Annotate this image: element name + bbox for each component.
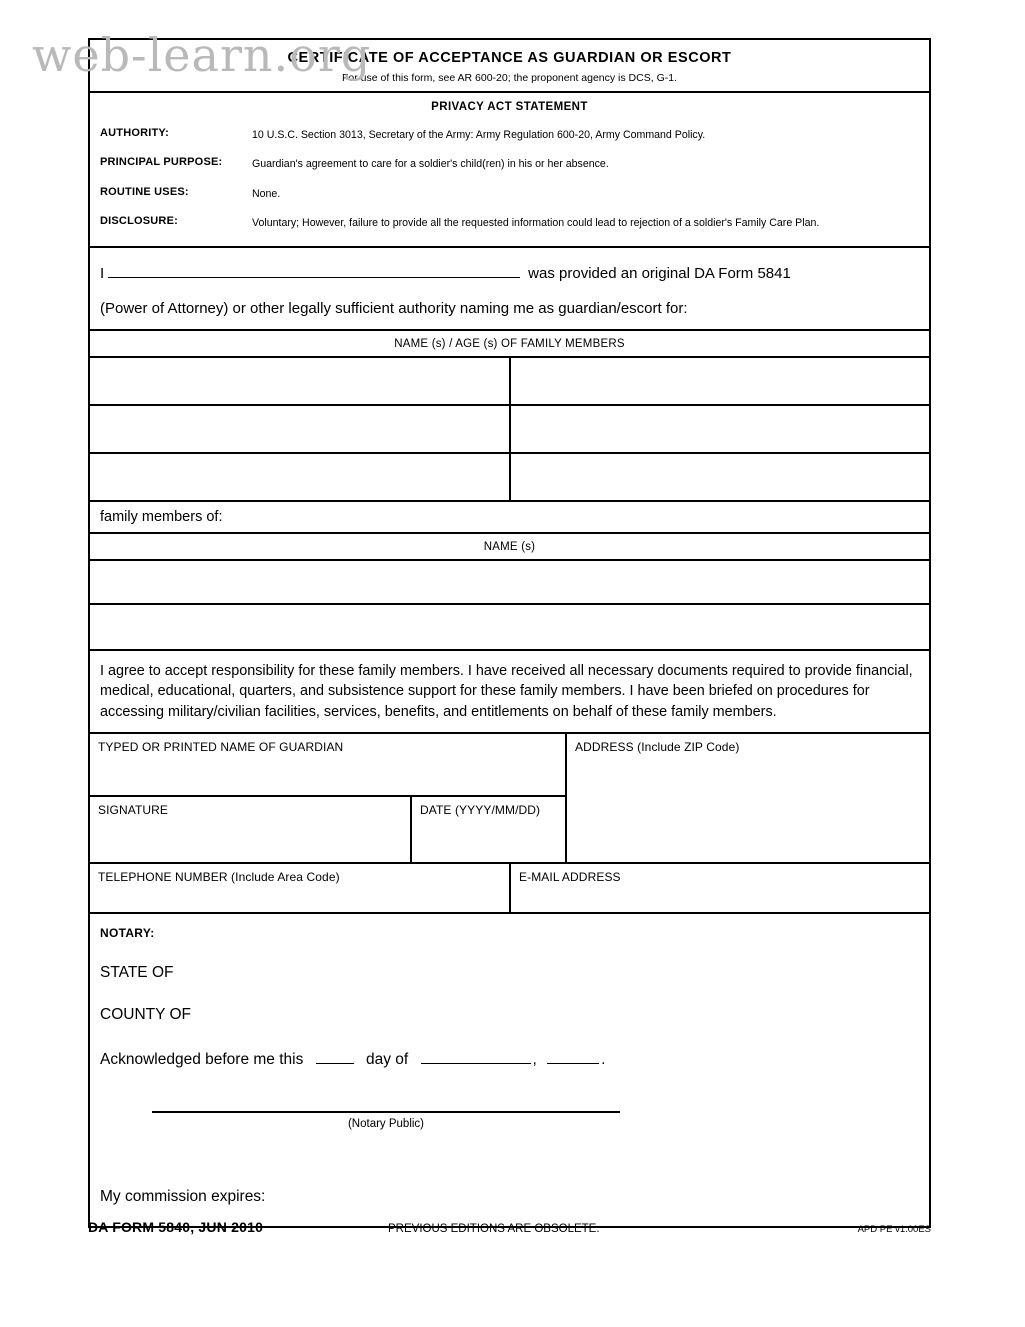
privacy-row-disclosure xyxy=(90,215,929,231)
notary-ack-period: . xyxy=(601,1050,606,1068)
guardian-signature-field[interactable] xyxy=(90,797,412,862)
notary-commission-row[interactable] xyxy=(100,1188,919,1206)
da-form-5840 xyxy=(88,38,931,1228)
privacy-row-authority xyxy=(90,127,929,143)
notary-title: NOTARY: xyxy=(100,925,155,940)
statement-after-blank: was provided an original DA Form 5841 xyxy=(528,264,791,282)
family-member-age-3[interactable] xyxy=(511,454,929,500)
guardian-address-label: ADDRESS (Include ZIP Code) xyxy=(575,739,740,754)
family-of-names-header: NAME (s) xyxy=(90,534,929,561)
guardian-date-field[interactable] xyxy=(412,797,565,862)
guardian-email-label: E-MAIL ADDRESS xyxy=(519,869,621,884)
family-member-name-2[interactable] xyxy=(90,406,511,452)
footer-previous-editions: PREVIOUS EDITIONS ARE OBSOLETE. xyxy=(388,1223,600,1235)
guardian-contact-section xyxy=(90,864,929,914)
notary-section xyxy=(90,914,929,1226)
privacy-row-routine-uses xyxy=(90,186,929,202)
table-row xyxy=(90,406,929,454)
table-row xyxy=(90,454,929,500)
family-members-section xyxy=(90,331,929,502)
privacy-value-disclosure: Voluntary; However, failure to provide all the requested information could lead to rejection of a soldier's Family Care Plan. xyxy=(252,217,820,230)
guardian-info-section xyxy=(90,734,929,864)
privacy-label-authority: AUTHORITY: xyxy=(100,127,170,139)
footer-apd-version: APD PE v1.00ES xyxy=(857,1224,931,1235)
table-row xyxy=(90,358,929,406)
privacy-label-principal-purpose: PRINCIPAL PURPOSE: xyxy=(100,156,223,169)
privacy-value-routine-uses: None. xyxy=(252,187,281,200)
notary-state-label: STATE OF xyxy=(100,963,174,981)
guardian-signature-label: SIGNATURE xyxy=(98,802,169,817)
guardian-telephone-field[interactable] xyxy=(90,864,511,912)
guardian-left-column xyxy=(90,734,567,862)
form-header xyxy=(90,40,929,93)
notary-state-row[interactable] xyxy=(100,964,919,982)
form-title: CERTIFICATE OF ACCEPTANCE AS GUARDIAN OR ESCORT xyxy=(287,50,732,66)
notary-signature-block xyxy=(152,1111,620,1130)
agreement-paragraph: I agree to accept responsibility for these family members. I have received all necessary documents required to provide financial, medical, educational, quarters, and subsistence support for these family members. I have been briefed on procedures for accessing military/civilian facilities, services, benefits, and entitlements on behalf of these family members. xyxy=(90,651,929,734)
family-member-age-1[interactable] xyxy=(511,358,929,404)
notary-county-row[interactable] xyxy=(100,1006,919,1024)
site-watermark: web-learn.org xyxy=(32,28,372,82)
guardian-address-field[interactable] xyxy=(567,734,929,862)
privacy-act-section xyxy=(90,93,929,248)
family-member-name-1[interactable] xyxy=(90,358,511,404)
footer-form-number: DA FORM 5840, JUN 2010 xyxy=(88,1219,264,1235)
family-member-age-2[interactable] xyxy=(511,406,929,452)
family-members-header: NAME (s) / AGE (s) OF FAMILY MEMBERS xyxy=(90,331,929,358)
family-of-label: family members of: xyxy=(90,502,929,534)
notary-month-blank[interactable] xyxy=(421,1050,531,1064)
guardian-email-field[interactable] xyxy=(511,864,929,912)
privacy-value-authority: 10 U.S.C. Section 3013, Secretary of the Army: Army Regulation 600-20, Army Command Policy. xyxy=(252,129,706,141)
family-of-section xyxy=(90,502,929,651)
family-member-name-3[interactable] xyxy=(90,454,511,500)
guardian-date-label: DATE (YYYY/MM/DD) xyxy=(420,802,541,817)
privacy-act-title: PRIVACY ACT STATEMENT xyxy=(431,101,588,113)
notary-county-label: COUNTY OF xyxy=(100,1005,191,1023)
privacy-label-routine-uses: ROUTINE USES: xyxy=(100,185,189,198)
notary-signature-line[interactable] xyxy=(152,1111,620,1113)
guardian-name-blank[interactable] xyxy=(108,262,520,278)
notary-acknowledgement-row xyxy=(100,1050,919,1069)
guardian-telephone-label: TELEPHONE NUMBER (Include Area Code) xyxy=(98,869,340,884)
guardian-signature-row xyxy=(90,797,565,862)
family-of-name-2[interactable] xyxy=(90,605,929,649)
guardian-name-field[interactable] xyxy=(90,734,565,797)
notary-ack-prefix: Acknowledged before me this xyxy=(100,1050,304,1068)
notary-signature-caption: (Notary Public) xyxy=(347,1117,425,1130)
statement-i-label: I xyxy=(100,264,105,282)
privacy-value-principal-purpose: Guardian's agreement to care for a soldier's child(ren) in his or her absence. xyxy=(252,158,609,171)
family-of-name-1[interactable] xyxy=(90,561,929,605)
notary-day-blank[interactable] xyxy=(316,1050,354,1064)
notary-ack-comma: , xyxy=(532,1050,537,1068)
notary-commission-label: My commission expires: xyxy=(100,1187,266,1205)
privacy-row-principal-purpose xyxy=(90,156,929,172)
privacy-label-disclosure: DISCLOSURE: xyxy=(100,215,178,228)
statement-line-1 xyxy=(100,262,919,282)
guardian-name-label: TYPED OR PRINTED NAME OF GUARDIAN xyxy=(98,739,344,754)
statement-section xyxy=(90,248,929,331)
form-subtitle: For use of this form, see AR 600-20; the proponent agency is DCS, G-1. xyxy=(341,72,677,84)
notary-year-blank[interactable] xyxy=(547,1050,599,1064)
notary-day-word: day of xyxy=(365,1050,409,1068)
statement-line-2: (Power of Attorney) or other legally sufficient authority naming me as guardian/escort for: xyxy=(100,299,688,317)
